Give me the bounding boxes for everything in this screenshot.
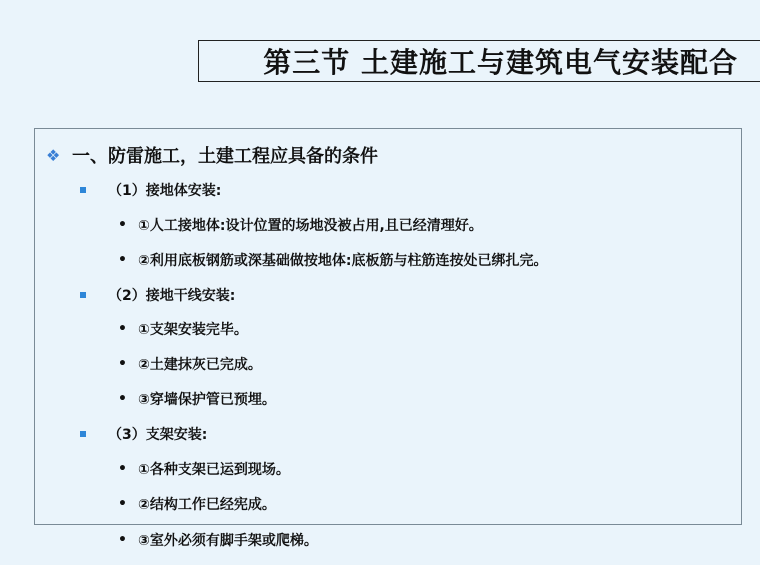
subsection-label: （2）接地干线安装: (108, 288, 236, 304)
dot-bullet-icon: • (118, 391, 127, 407)
square-bullet-icon (80, 431, 86, 437)
dot-bullet-icon: • (118, 217, 127, 233)
list-item-text: ②土建抹灰已完成。 (138, 357, 262, 373)
subsection-label: （3）支架安装: (108, 427, 208, 443)
heading-row (46, 142, 378, 168)
square-bullet-icon (80, 187, 86, 193)
list-item-text: ②利用底板钢筋或深基础做按地体:底板筋与柱筋连按处已绑扎完。 (138, 253, 548, 269)
list-item (118, 459, 290, 479)
list-item-text: ②结构工作巳经宪成。 (138, 497, 276, 513)
list-item-text: ③穿墙保护管已预埋。 (138, 392, 276, 408)
subsection-row (80, 285, 235, 305)
list-item (118, 494, 276, 514)
list-item (118, 389, 276, 409)
subsection-label: （1）接地体安装: (108, 183, 222, 199)
dot-bullet-icon: • (118, 356, 127, 372)
list-item (118, 215, 483, 235)
subsection-row (80, 424, 207, 444)
diamond-bullet-icon: ❖ (46, 145, 61, 165)
dot-bullet-icon: • (118, 461, 127, 477)
dot-bullet-icon: • (118, 532, 127, 548)
list-item-text: ①人工接地体:设计位置的场地没被占用,且已经清理好。 (138, 218, 483, 234)
list-item (118, 354, 262, 374)
list-item-text: ①支架安装完毕。 (138, 322, 248, 338)
section-heading: 一、防雷施工，土建工程应具备的条件 (72, 146, 378, 167)
list-item-text: ①各种支架已运到现场。 (138, 462, 290, 478)
dot-bullet-icon: • (118, 321, 127, 337)
dot-bullet-icon: • (118, 496, 127, 512)
square-bullet-icon (80, 292, 86, 298)
dot-bullet-icon: • (118, 252, 127, 268)
list-item (118, 319, 248, 339)
slide-title: 第三节 土建施工与建筑电气安装配合 (198, 40, 760, 82)
list-item (118, 530, 318, 550)
subsection-row (80, 180, 221, 200)
list-item-text: ③室外必须有脚手架或爬梯。 (138, 533, 318, 549)
list-item (118, 250, 547, 270)
